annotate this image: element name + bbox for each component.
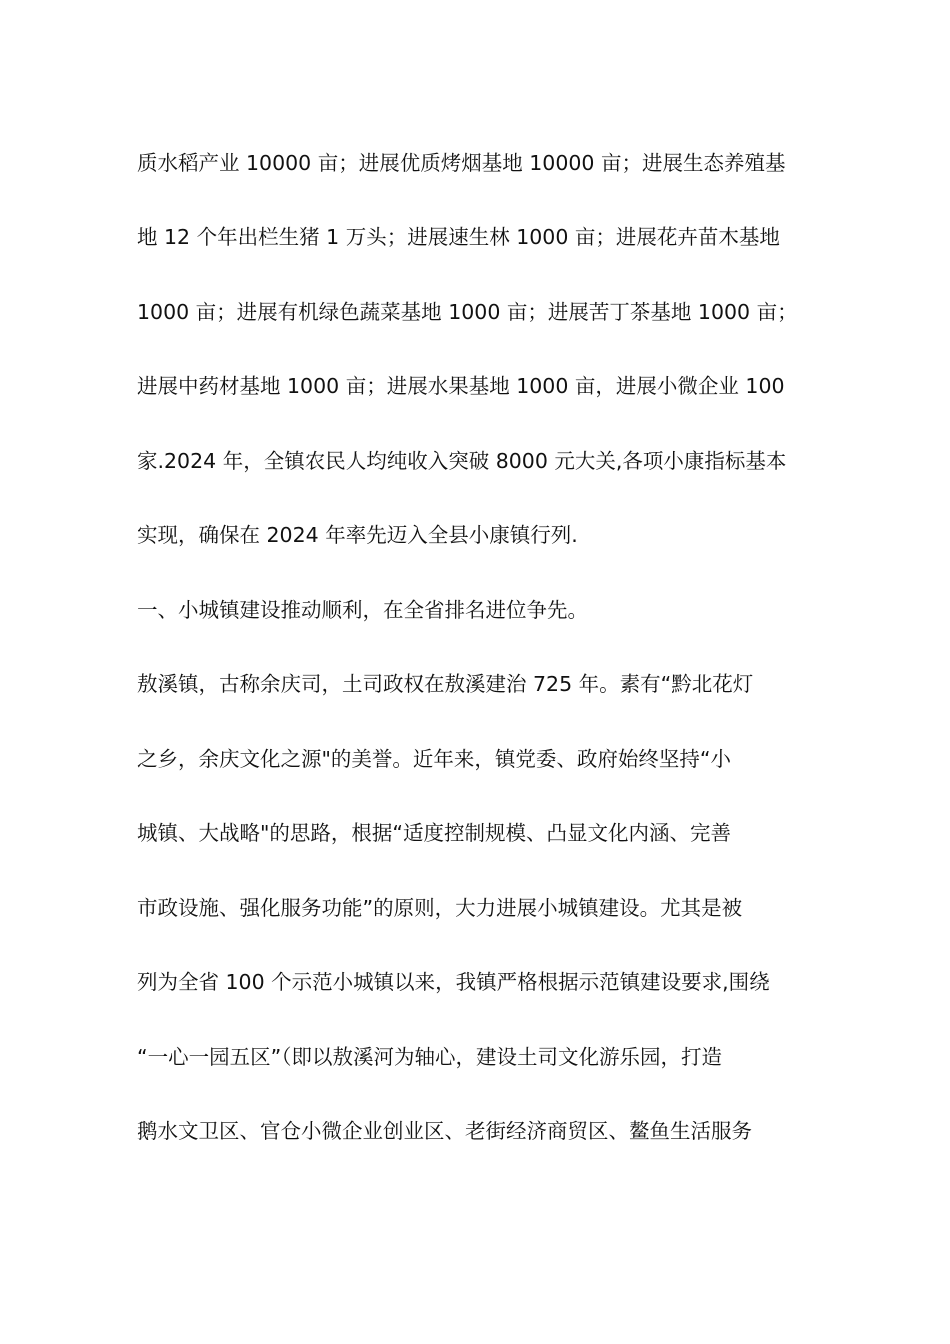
section-heading: 一、小城镇建设推动顺利，在全省排名进位争先。 <box>137 598 588 622</box>
text-line: 质水稻产业 10000 亩；进展优质烤烟基地 10000 亩；进展生态养殖基 <box>137 151 786 175</box>
text-line: 实现，确保在 2024 年率先迈入全县小康镇行列. <box>137 523 578 547</box>
text-line: 列为全省 100 个示范小城镇以来，我镇严格根据示范镇建设要求,围绕 <box>137 970 770 994</box>
text-line: 进展中药材基地 1000 亩；进展水果基地 1000 亩，进展小微企业 100 <box>137 374 785 398</box>
text-line: “一心一园五区”（即以敖溪河为轴心，建设土司文化游乐园，打造 <box>137 1045 722 1069</box>
text-line: 之乡，余庆文化之源"的美誉。近年来，镇党委、政府始终坚持“小 <box>137 747 732 771</box>
text-line: 鹅水文卫区、官仓小微企业创业区、老街经济商贸区、鳌鱼生活服务 <box>137 1119 752 1143</box>
text-line: 地 12 个年出栏生猪 1 万头；进展速生林 1000 亩；进展花卉苗木基地 <box>137 225 780 249</box>
text-line: 1000 亩；进展有机绿色蔬菜基地 1000 亩；进展苦丁茶基地 1000 亩； <box>137 300 798 324</box>
text-line: 敖溪镇，古称余庆司，土司政权在敖溪建治 725 年。素有“黔北花灯 <box>137 672 754 696</box>
text-line: 市政设施、强化服务功能”的原则，大力进展小城镇建设。尤其是被 <box>137 896 743 920</box>
text-line: 城镇、大战略"的思路，根据“适度控制规模、凸显文化内涵、完善 <box>137 821 732 845</box>
text-line: 家.2024 年，全镇农民人均纯收入突破 8000 元大关,各项小康指标基本 <box>137 449 787 473</box>
